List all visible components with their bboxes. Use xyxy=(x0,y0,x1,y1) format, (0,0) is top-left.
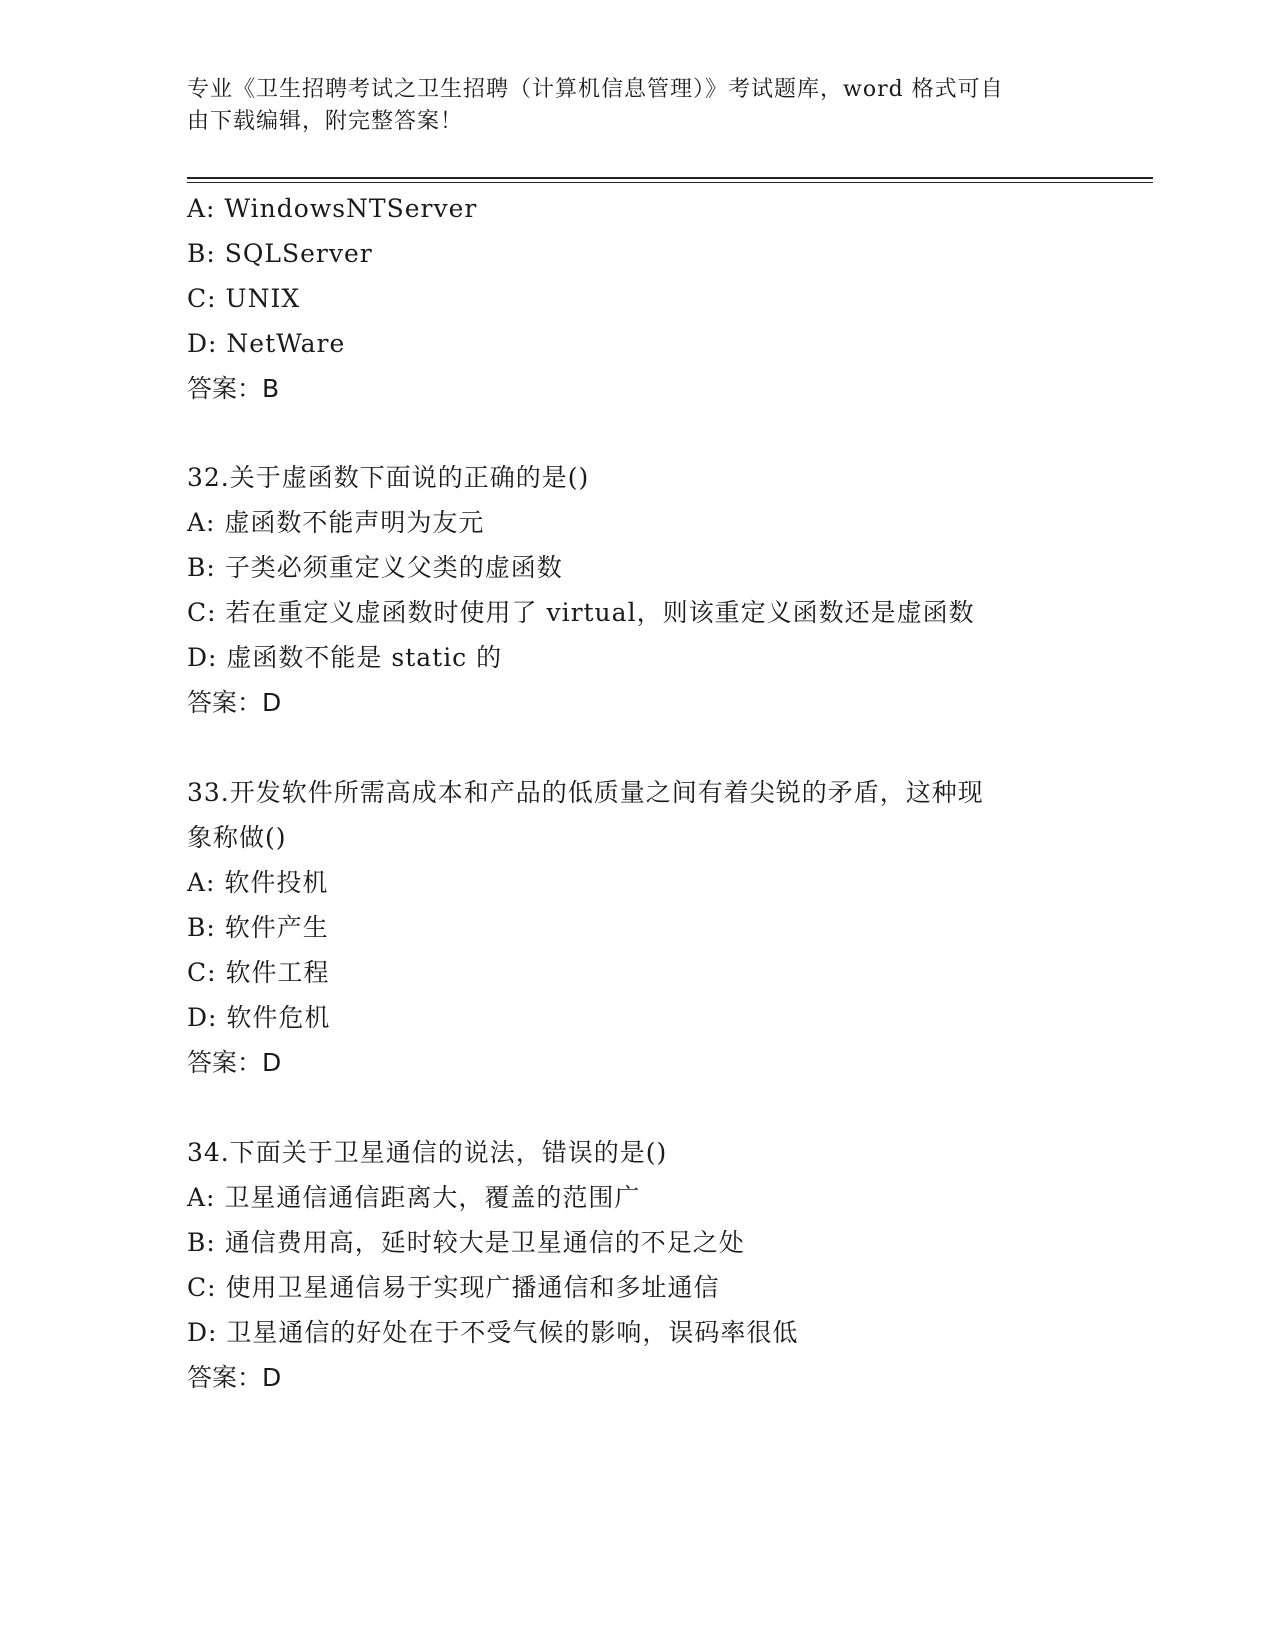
q34-option-a: A: 卫星通信通信距离大，覆盖的范围广 xyxy=(187,1183,641,1212)
q32-option-a: A: 虚函数不能声明为友元 xyxy=(187,508,485,537)
header-line-2: 由下载编辑，附完整答案！ xyxy=(187,109,464,134)
document-header xyxy=(187,74,1067,138)
q34-option-d: D: 卫星通信的好处在于不受气候的影响，误码率很低 xyxy=(187,1318,799,1347)
q31-option-a: A: WindowsNTServer xyxy=(187,194,478,223)
q32-question: 32.关于虚函数下面说的正确的是() xyxy=(187,463,590,492)
q32-answer: 答案：D xyxy=(187,688,282,717)
q34-answer: 答案：D xyxy=(187,1363,282,1392)
q31-option-b: B: SQLServer xyxy=(187,239,373,268)
q34-option-c: C: 使用卫星通信易于实现广播通信和多址通信 xyxy=(187,1273,720,1302)
q33-question-line-2: 象称做() xyxy=(187,823,287,852)
q33-answer: 答案：D xyxy=(187,1048,282,1077)
q33-question-line-1: 33.开发软件所需高成本和产品的低质量之间有着尖锐的矛盾，这种现 xyxy=(187,778,984,807)
q31-option-c: C: UNIX xyxy=(187,284,301,313)
q33-option-d: D: 软件危机 xyxy=(187,1003,331,1032)
header-line-1: 专业《卫生招聘考试之卫生招聘（计算机信息管理）》考试题库，word 格式可自 xyxy=(187,77,1004,102)
q31-answer: 答案：B xyxy=(187,374,280,403)
q33-option-c: C: 软件工程 xyxy=(187,958,330,987)
q33-option-a: A: 软件投机 xyxy=(187,868,329,897)
q31-option-d: D: NetWare xyxy=(187,329,346,358)
q34-option-b: B: 通信费用高，延时较大是卫星通信的不足之处 xyxy=(187,1228,745,1257)
header-divider-thin xyxy=(187,182,1153,183)
q32-option-d: D: 虚函数不能是 static 的 xyxy=(187,643,503,672)
header-divider-thick xyxy=(187,177,1153,179)
q34-question: 34.下面关于卫星通信的说法，错误的是() xyxy=(187,1138,668,1167)
q32-option-c: C: 若在重定义虚函数时使用了 virtual，则该重定义函数还是虚函数 xyxy=(187,598,975,627)
q32-option-b: B: 子类必须重定义父类的虚函数 xyxy=(187,553,563,582)
q33-option-b: B: 软件产生 xyxy=(187,913,329,942)
